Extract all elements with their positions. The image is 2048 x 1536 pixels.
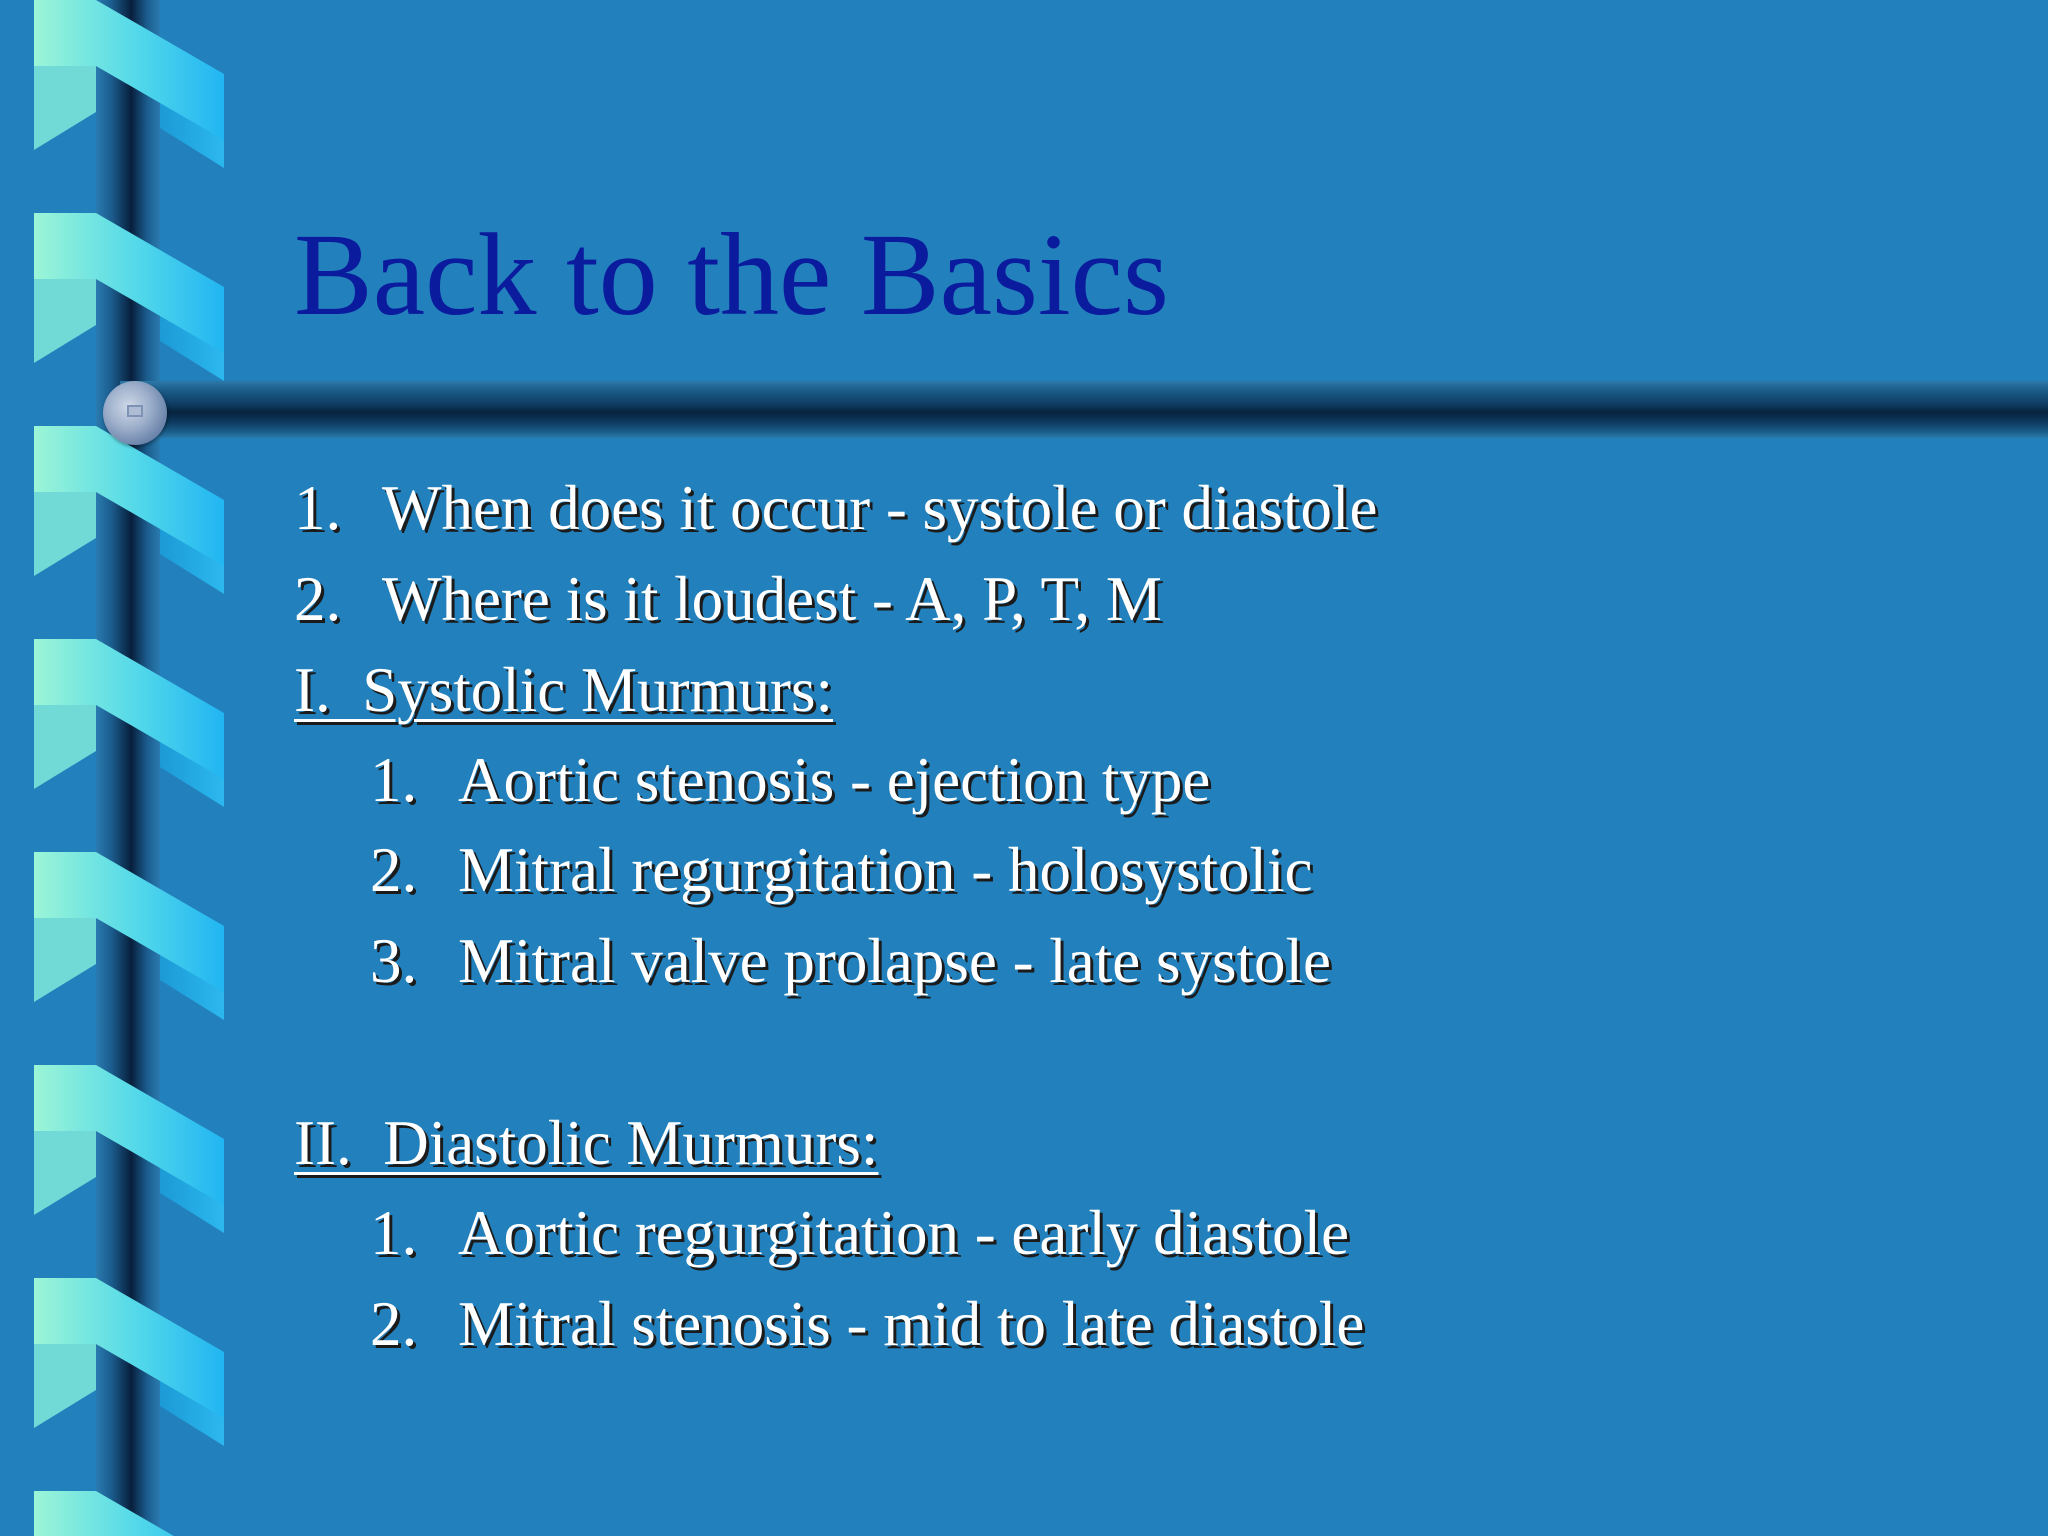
list-item-text: Where is it loudest - A, P, T, M xyxy=(382,564,1162,634)
list-item-number: 2. xyxy=(370,1289,418,1359)
list-item xyxy=(370,1193,1349,1273)
list-item xyxy=(294,559,1162,639)
ribbon-tip-segment xyxy=(34,705,96,789)
title-divider-bar xyxy=(120,381,2048,438)
list-item-text: When does it occur - systole or diastole xyxy=(382,473,1378,543)
ribbon-tip-segment xyxy=(34,1131,96,1215)
list-item xyxy=(370,830,1312,910)
list-item-text: Mitral valve prolapse - late systole xyxy=(458,926,1331,996)
section-heading-text: I. Systolic Murmurs: xyxy=(294,655,834,725)
ribbon-tip-segment xyxy=(34,279,96,363)
list-item-number: 1. xyxy=(370,745,418,815)
list-item-number: 2. xyxy=(294,564,342,634)
list-item xyxy=(294,468,1377,548)
list-item-text: Mitral regurgitation - holosystolic xyxy=(458,835,1313,905)
divider-knob-icon xyxy=(103,381,167,445)
ribbon-tip-segment xyxy=(34,1344,96,1428)
list-item-number: 1. xyxy=(294,473,342,543)
list-item xyxy=(370,1284,1364,1364)
list-item-text: Aortic regurgitation - early diastole xyxy=(458,1198,1350,1268)
ribbon-tip-segment xyxy=(34,66,96,150)
list-item-number: 2. xyxy=(370,835,418,905)
list-item-text: Aortic stenosis - ejection type xyxy=(458,745,1211,815)
ribbon-tip-segment xyxy=(34,918,96,1002)
slide-title: Back to the Basics xyxy=(294,209,1169,340)
section-heading-text: II. Diastolic Murmurs: xyxy=(294,1108,879,1178)
list-item xyxy=(370,921,1331,1001)
ribbon-decoration xyxy=(0,0,240,1536)
section-heading-systolic xyxy=(294,650,833,730)
list-item-text: Mitral stenosis - mid to late diastole xyxy=(458,1289,1365,1359)
ribbon-tip-segment xyxy=(34,492,96,576)
list-item-number: 3. xyxy=(370,926,418,996)
section-heading-diastolic xyxy=(294,1103,878,1183)
list-item-number: 1. xyxy=(370,1198,418,1268)
list-item xyxy=(370,740,1210,820)
